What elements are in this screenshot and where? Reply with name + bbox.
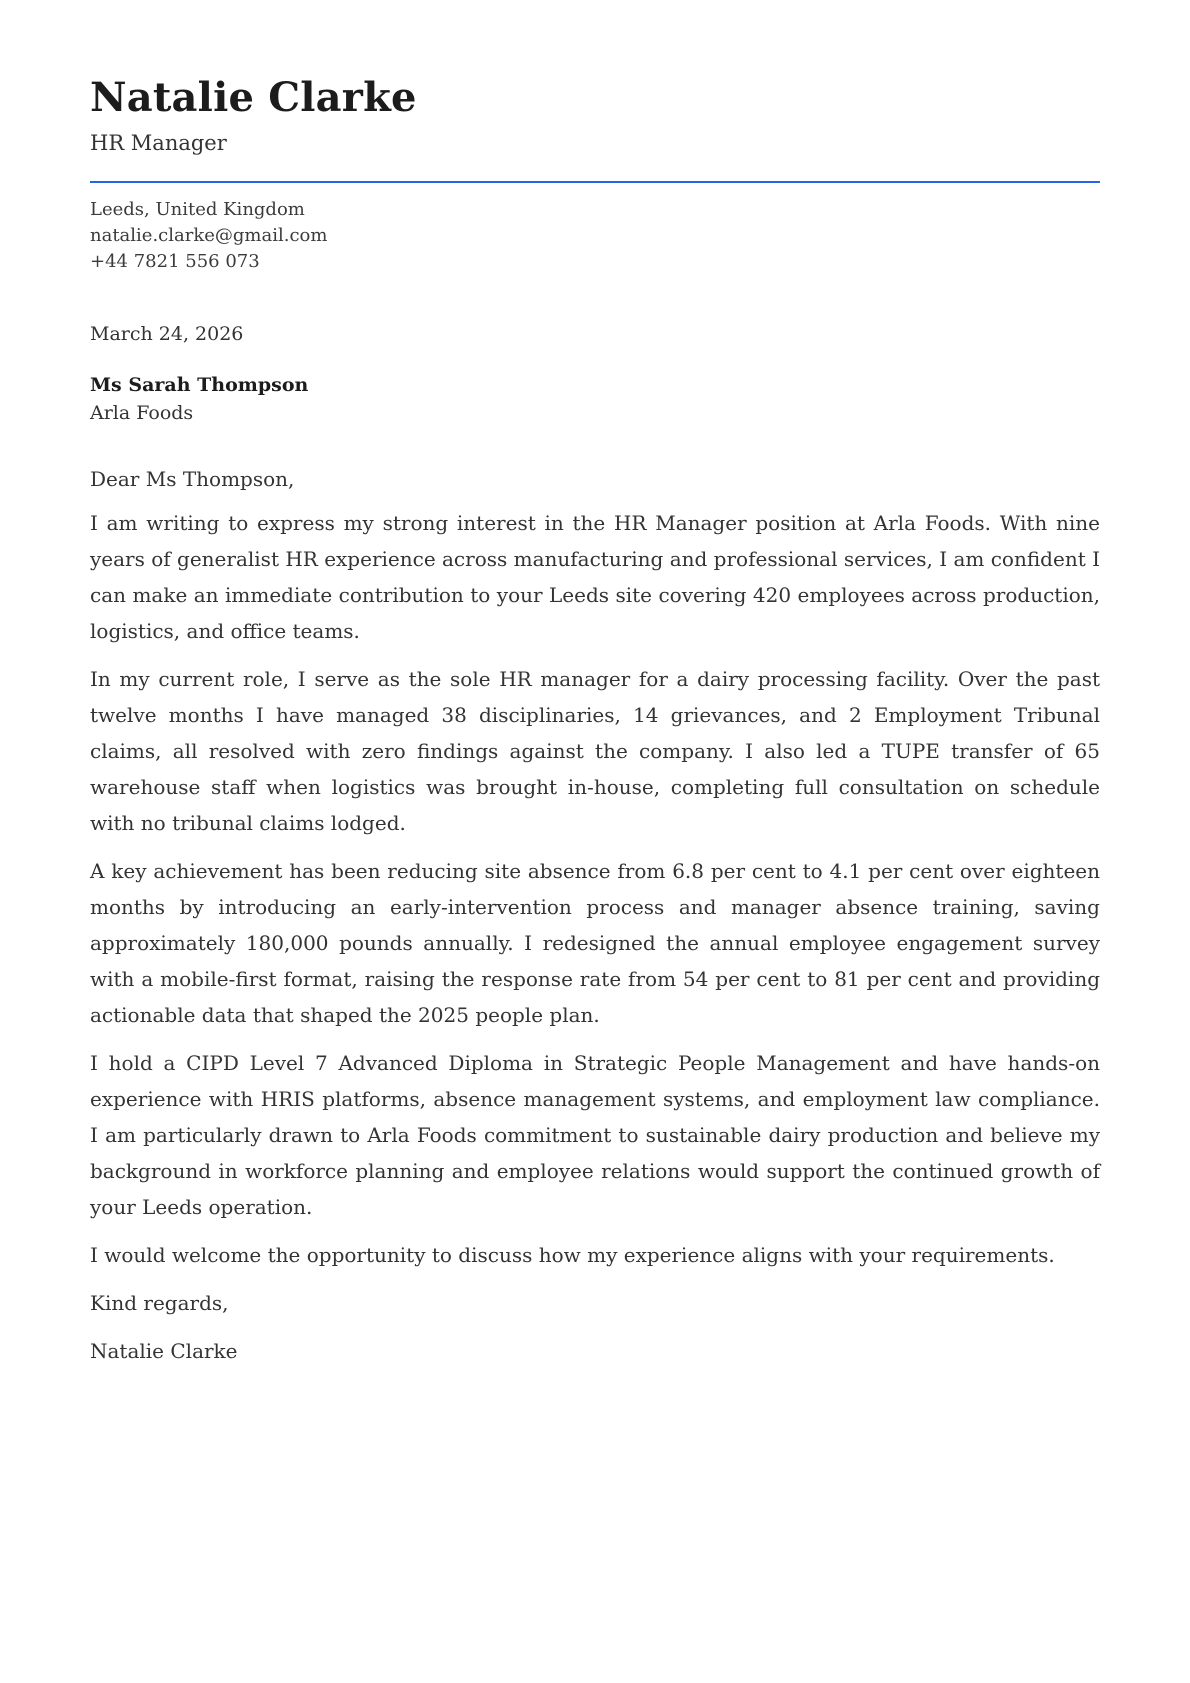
contact-phone: +44 7821 556 073 bbox=[90, 251, 260, 273]
applicant-job-title: HR Manager bbox=[90, 131, 227, 155]
paragraph-call-to-action: I would welcome the opportunity to discuss how my experience aligns with your requirements. bbox=[90, 1243, 1055, 1268]
contact-email: natalie.clarke@gmail.com bbox=[90, 225, 328, 247]
signature: Natalie Clarke bbox=[90, 1339, 238, 1364]
letter-header bbox=[90, 74, 1100, 183]
contact-block bbox=[90, 197, 1100, 275]
paragraph-achievements: A key achievement has been reducing site absence from 6.8 per cent to 4.1 per cent over eighteen months by introducing an early-intervention process and manager absence training, saving approximately 180,000 pounds annually. I redesigned the annual employee engagement survey with a mobile-first format, raising the response rate from 54 per cent to 81 per cent and providing actionable data that shaped the 2025 people plan. bbox=[90, 859, 1100, 1028]
letter-date: March 24, 2026 bbox=[90, 323, 244, 346]
paragraph-qualifications: I hold a CIPD Level 7 Advanced Diploma in Strategic People Management and have hands-on experience with HRIS platforms, absence management systems, and employment law compliance. I am particularly drawn to Arla Foods commitment to sustainable dairy production and believe my background in workforce planning and employee relations would support the continued growth of your Leeds operation. bbox=[90, 1051, 1100, 1220]
applicant-name: Natalie Clarke bbox=[90, 74, 417, 121]
recipient-company: Arla Foods bbox=[90, 402, 194, 425]
letter-body bbox=[90, 461, 1100, 1369]
recipient-name: Ms Sarah Thompson bbox=[90, 374, 309, 397]
closing: Kind regards, bbox=[90, 1291, 229, 1316]
contact-location: Leeds, United Kingdom bbox=[90, 199, 305, 221]
salutation: Dear Ms Thompson, bbox=[90, 467, 295, 492]
paragraph-intro: I am writing to express my strong interest in the HR Manager position at Arla Foods. With nine years of generalist HR experience across manufacturing and professional services, I am confident I can make an immediate contribution to your Leeds site covering 420 employees across production, logistics, and office teams. bbox=[90, 511, 1100, 644]
letter-meta bbox=[90, 323, 1100, 427]
paragraph-current-role: In my current role, I serve as the sole HR manager for a dairy processing facility. Over the past twelve months I have managed 38 disciplinaries, 14 grievances, and 2 Employment Tribunal claims, all resolved with zero findings against the company. I also led a TUPE transfer of 65 warehouse staff when logistics was brought in-house, completing full consultation on schedule with no tribunal claims lodged. bbox=[90, 667, 1100, 836]
recipient-block bbox=[90, 371, 1100, 427]
accent-divider bbox=[90, 181, 1100, 183]
